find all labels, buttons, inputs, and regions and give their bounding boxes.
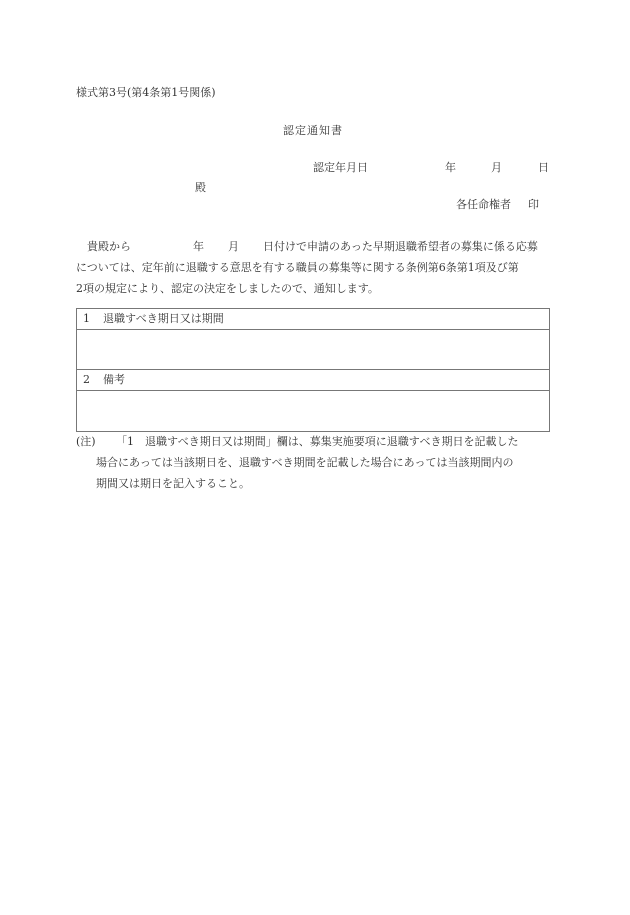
date-month-unit: 月 <box>491 161 502 174</box>
date-year-unit: 年 <box>445 161 456 174</box>
note-section <box>76 431 556 494</box>
certification-date-label: 認定年月日 <box>313 161 368 174</box>
row-label: 備考 <box>103 373 125 386</box>
body-line-3: 2項の規定により、認定の決定をしましたので、通知します。 <box>76 282 379 295</box>
note-text-1: 「1 退職すべき期日又は期間」欄は、募集実施要項に退職すべき期日を記載した <box>116 435 519 448</box>
note-label: (注) <box>76 435 96 448</box>
appointing-authority-label: 各任命権者 <box>456 198 511 211</box>
note-line-2: 場合にあっては当該期日を、退職すべき期間を記載した場合にあっては当該期間内の <box>96 456 514 469</box>
remarks-field[interactable] <box>77 391 549 431</box>
note-line-3: 期間又は期日を記入すること。 <box>96 477 250 490</box>
body-month-unit: 月 <box>228 240 239 253</box>
table-row-header <box>77 309 549 330</box>
table-row-header <box>77 370 549 391</box>
row-number: 2 <box>83 373 90 386</box>
notice-body <box>76 236 556 299</box>
addressee-honorific: 殿 <box>195 181 206 194</box>
info-table <box>76 308 550 432</box>
body-year-unit: 年 <box>193 240 204 253</box>
row-number: 1 <box>83 312 90 325</box>
row-label: 退職すべき期日又は期間 <box>103 312 224 325</box>
retirement-date-field[interactable] <box>77 330 549 370</box>
body-suffix: 日付けで申請のあった早期退職希望者の募集に係る応募 <box>263 240 538 253</box>
seal-mark: 印 <box>528 198 539 211</box>
note-line-1 <box>76 431 556 452</box>
date-day-unit: 日 <box>538 161 549 174</box>
body-prefix: 貴殿から <box>87 240 131 253</box>
document-title: 認定通知書 <box>283 124 343 137</box>
form-number: 様式第3号(第4条第1号関係) <box>76 86 216 99</box>
body-line-1 <box>76 236 556 257</box>
body-line-2: については、定年前に退職する意思を有する職員の募集等に関する条例第6条第1項及び第 <box>76 261 519 274</box>
